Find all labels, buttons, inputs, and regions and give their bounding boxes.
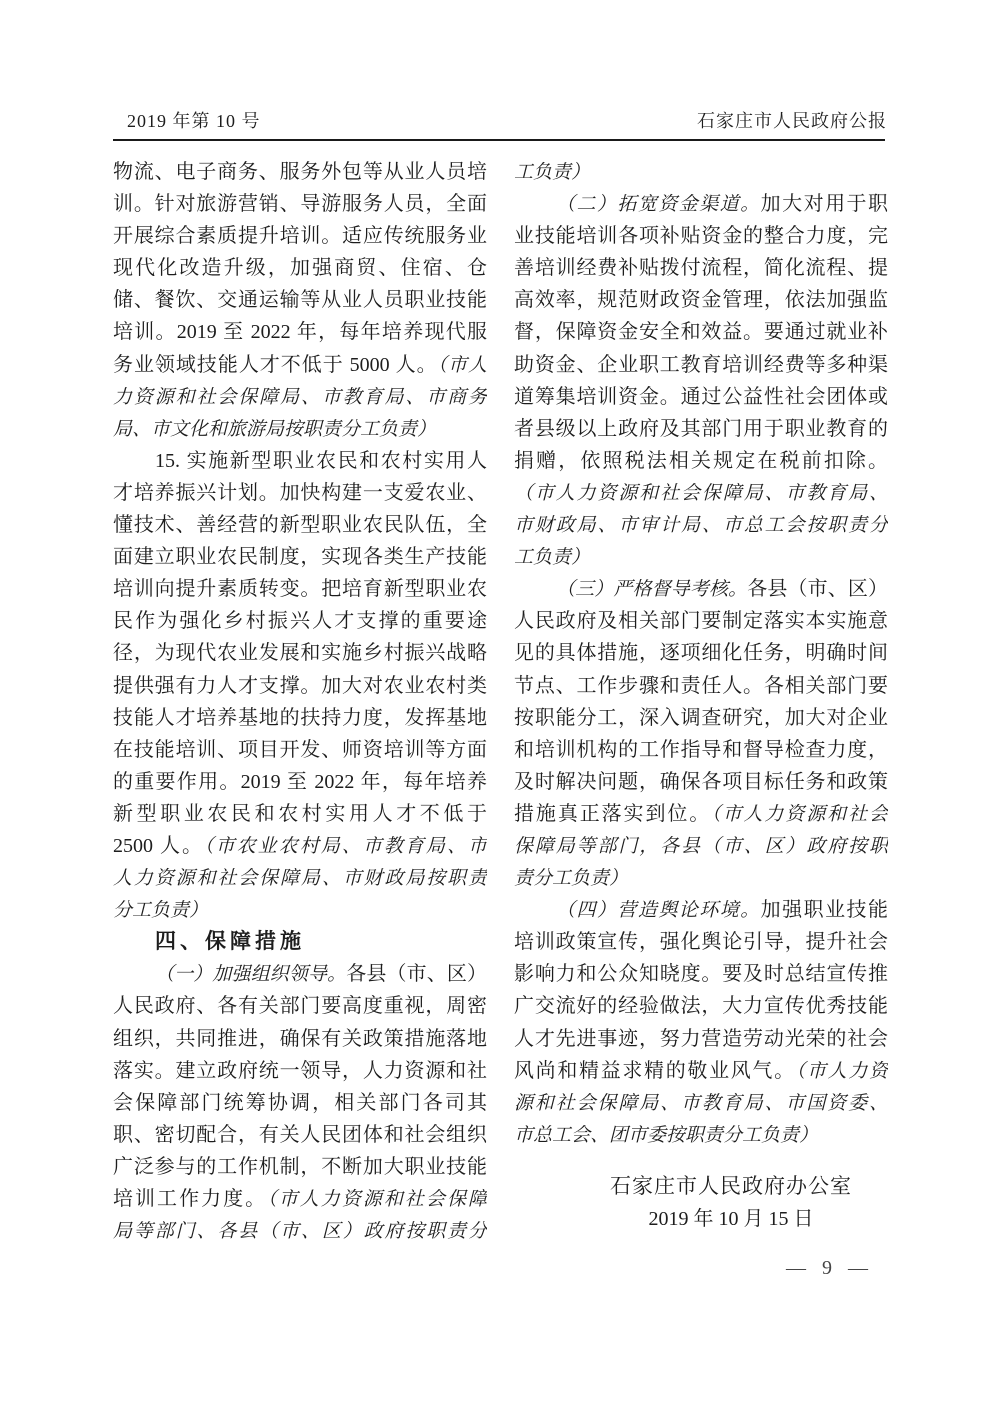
attribution-text: （市人 <box>437 354 487 376</box>
text-line <box>113 862 487 894</box>
text-line <box>113 894 487 926</box>
text-line <box>113 798 487 830</box>
body-text: 措施真正落实到位。 <box>514 802 712 825</box>
text-line <box>514 990 888 1022</box>
section-heading-text: 四、保障措施 <box>155 930 305 954</box>
text-line <box>113 477 487 509</box>
body-text: 见的具体措施，逐项细化任务，明确时间 <box>514 642 888 665</box>
text-line <box>514 862 888 894</box>
text-line <box>514 381 888 413</box>
text-line <box>113 1119 487 1151</box>
text-line <box>514 156 888 188</box>
text-line <box>514 477 888 509</box>
page-number: — 9 — <box>786 1257 868 1279</box>
attribution-text: 工负责） <box>514 162 591 183</box>
body-text: 加大对用于职 <box>760 193 888 216</box>
left-text-column <box>113 156 487 1247</box>
right-text-column <box>514 156 888 1151</box>
text-line <box>113 637 487 669</box>
body-text: 影响力和公众知晓度。要及时总结宣传推 <box>514 963 888 986</box>
body-text: 在技能培训、项目开发、师资培训等方面 <box>113 738 487 761</box>
text-line <box>514 541 888 573</box>
text-line <box>514 284 888 316</box>
body-text: 人民政府、各有关部门要高度重视，周密 <box>113 995 487 1018</box>
body-text: 及时解决问题，确保各项目标任务和政策 <box>514 770 888 793</box>
text-line <box>113 573 487 605</box>
attribution-text: 工负责） <box>514 547 591 569</box>
body-text: 会保障部门统筹协调，相关部门各司其 <box>113 1091 487 1114</box>
signature-block <box>514 1170 888 1236</box>
signature-inner <box>610 1170 852 1236</box>
header-issue-number: 2019 年第 10 号 <box>127 111 261 131</box>
body-text: 务业领域技能人才不低于 5000 人。 <box>113 353 438 376</box>
body-text: 者县级以上政府及其部门用于职业教育的 <box>514 417 888 440</box>
body-text: 风尚和精益求精的敬业风气。 <box>514 1059 796 1082</box>
text-line <box>514 413 888 445</box>
body-text: 落实。建立政府统一领导，人力资源和社 <box>113 1059 487 1082</box>
body-text: 懂技术、善经营的新型职业农民队伍，全 <box>113 514 487 537</box>
body-text: 助资金、企业职工教育培训经费等多种渠 <box>514 353 888 376</box>
text-line <box>113 702 487 734</box>
body-text: 捐赠，依照税法相关规定在税前扣除。 <box>514 449 888 472</box>
body-text: 才培养振兴计划。加快构建一支爱农业、 <box>113 481 487 504</box>
text-line <box>514 252 888 284</box>
text-line <box>514 637 888 669</box>
attribution-text: 源和社会保障局、市教育局、市国资委、 <box>514 1092 888 1114</box>
body-text: 人民政府及相关部门要制定落实本实施意 <box>514 610 888 633</box>
text-line <box>514 1119 888 1151</box>
body-text: 组织，共同推进，确保有关政策措施落地 <box>113 1027 487 1050</box>
text-line <box>113 990 487 1022</box>
attribution-text: 局等部门、各县（市、区）政府按职责分 <box>113 1221 487 1243</box>
attribution-text: 局、市文化和旅游局按职责分工负责） <box>113 418 437 440</box>
text-line <box>113 509 487 541</box>
text-line <box>113 541 487 573</box>
body-text: 训。针对旅游营销、导游服务人员，全面 <box>113 193 487 216</box>
body-text: 2500 人。 <box>113 834 205 857</box>
body-text: 提供强有力人才支撑。加大对农业农村类 <box>113 674 487 697</box>
body-text: 各县（市、区） <box>747 578 888 601</box>
text-line <box>113 830 487 862</box>
text-line <box>113 413 487 445</box>
body-text: 径，为现代农业发展和实施乡村振兴战略 <box>113 642 487 665</box>
body-text: 培训向提升素质转变。把培育新型职业农 <box>113 578 487 601</box>
text-line <box>113 1215 487 1247</box>
text-line <box>113 188 487 220</box>
text-line <box>514 220 888 252</box>
text-line <box>514 605 888 637</box>
text-line <box>514 316 888 348</box>
text-line <box>514 766 888 798</box>
attribution-text: 分工负责） <box>113 900 209 922</box>
text-line <box>514 349 888 381</box>
text-line <box>113 1087 487 1119</box>
attribution-text: 保障局等部门，各县（市、区）政府按职 <box>514 835 888 857</box>
text-line <box>514 1055 888 1087</box>
body-text: 道筹集培训资金。通过公益性社会团体或 <box>514 385 888 408</box>
body-text: 广交流好的经验做法，大力宣传优秀技能 <box>514 995 888 1018</box>
body-text: 民作为强化乡村振兴人才支撑的重要途 <box>113 610 487 633</box>
body-text: 加强职业技能 <box>760 899 888 922</box>
text-line <box>113 252 487 284</box>
attribution-text: 人力资源和社会保障局、市财政局按职责 <box>113 868 487 890</box>
attribution-text: （市人力资源和社会 <box>711 803 888 825</box>
text-line <box>514 188 888 220</box>
body-text: 开展综合素质提升培训。适应传统服务业 <box>113 225 487 248</box>
text-line <box>514 1023 888 1055</box>
header-divider <box>113 139 885 141</box>
body-text: 督，保障资金安全和效益。要通过就业补 <box>514 321 888 344</box>
attribution-text: （一）加强组织领导。 <box>155 964 347 986</box>
text-line <box>514 798 888 830</box>
body-text: 各县（市、区） <box>346 963 487 986</box>
text-line <box>113 1023 487 1055</box>
signature-date: 2019 年 10 月 15 日 <box>648 1208 814 1230</box>
body-text: 现代化改造升级，加强商贸、住宿、仓 <box>113 257 487 280</box>
attribution-text: 市总工会、团市委按职责分工负责） <box>514 1124 819 1146</box>
text-line <box>113 220 487 252</box>
body-text: 面建立职业农民制度，实现各类生产技能 <box>113 546 487 569</box>
text-line <box>514 894 888 926</box>
body-text: 培训。2019 至 2022 年，每年培养现代服 <box>113 321 487 344</box>
text-line <box>113 445 487 477</box>
text-line <box>514 734 888 766</box>
text-line <box>514 573 888 605</box>
attribution-text: 责分工负责） <box>514 868 629 890</box>
attribution-text: （市人力资 <box>795 1060 888 1082</box>
text-line <box>514 830 888 862</box>
text-line <box>514 1087 888 1119</box>
body-text: 技能人才培养基地的扶持力度，发挥基地 <box>113 706 487 729</box>
text-line <box>113 156 487 188</box>
body-text: 培训工作力度。 <box>113 1188 268 1210</box>
text-line <box>113 670 487 702</box>
body-text: 高效率，规范财政资金管理，依法加强监 <box>514 289 888 312</box>
attribution-text: （市农业农村局、市教育局、市 <box>204 835 487 857</box>
text-line <box>514 926 888 958</box>
body-text: 和培训机构的工作指导和督导检查力度， <box>514 738 888 761</box>
attribution-text: （二）拓宽资金渠道。 <box>556 194 761 216</box>
body-text: 的重要作用。2019 至 2022 年，每年培养 <box>113 770 487 793</box>
text-line <box>113 349 487 381</box>
text-line <box>514 702 888 734</box>
text-line <box>113 958 487 990</box>
body-text: 业技能培训各项补贴资金的整合力度，完 <box>514 225 888 248</box>
body-text: 按职能分工，深入调查研究，加大对企业 <box>514 706 888 729</box>
text-line <box>514 670 888 702</box>
body-text: 培训政策宣传，强化舆论引导，提升社会 <box>514 931 888 954</box>
body-text: 新型职业农民和农村实用人才不低于 <box>113 802 487 825</box>
attribution-text: 力资源和社会保障局、市教育局、市商务 <box>113 386 487 408</box>
text-line <box>113 316 487 348</box>
attribution-text: （三）严格督导考核。 <box>556 579 748 601</box>
text-line <box>514 958 888 990</box>
text-line <box>113 605 487 637</box>
text-line <box>514 509 888 541</box>
body-text: 善培训经费补贴拨付流程，简化流程、提 <box>514 257 888 280</box>
body-text: 物流、电子商务、服务外包等从业人员培 <box>113 161 487 183</box>
text-line <box>113 381 487 413</box>
signature-office: 石家庄市人民政府办公室 <box>610 1174 852 1198</box>
text-line <box>514 445 888 477</box>
text-line <box>113 1183 487 1215</box>
body-text: 储、餐饮、交通运输等从业人员职业技能 <box>113 289 487 312</box>
header-gazette-title: 石家庄市人民政府公报 <box>697 111 887 131</box>
text-line <box>113 734 487 766</box>
text-line <box>113 926 487 958</box>
body-text: 15. 实施新型职业农民和农村实用人 <box>155 449 487 472</box>
text-line <box>113 1055 487 1087</box>
text-line <box>113 284 487 316</box>
body-text: 职、密切配合，有关人民团体和社会组织 <box>113 1123 487 1146</box>
attribution-text: （市人力资源和社会保障 <box>267 1189 487 1210</box>
attribution-text: （市人力资源和社会保障局、市教育局、 <box>514 482 888 504</box>
text-line <box>113 766 487 798</box>
attribution-text: 市财政局、市审计局、市总工会按职责分 <box>514 515 888 537</box>
attribution-text: （四）营造舆论环境。 <box>556 900 761 922</box>
body-text: 节点、工作步骤和责任人。各相关部门要 <box>514 674 888 697</box>
body-text: 人才先进事迹，努力营造劳动光荣的社会 <box>514 1027 888 1050</box>
body-text: 广泛参与的工作机制，不断加大职业技能 <box>113 1155 487 1178</box>
text-line <box>113 1151 487 1183</box>
